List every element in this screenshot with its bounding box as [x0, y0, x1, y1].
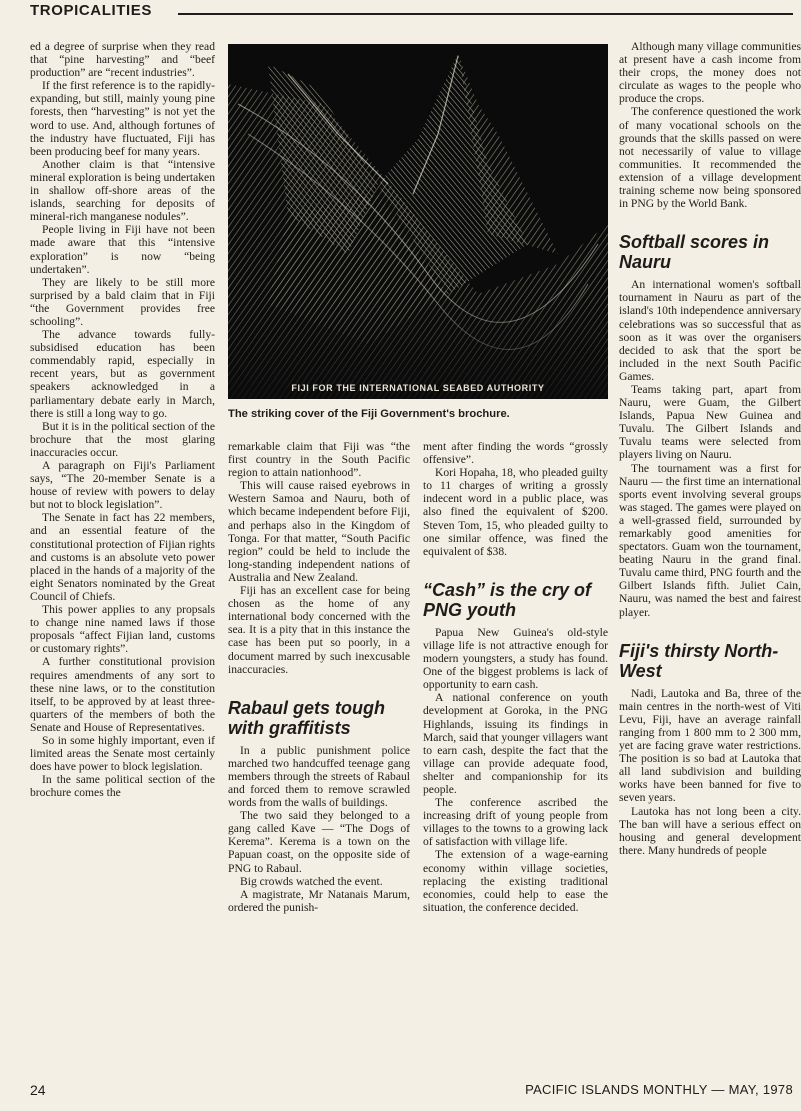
headline-png-youth: “Cash” is the cry of PNG youth [423, 579, 592, 620]
paragraph: People living in Fiji have not been made aware that this “intensive exploration” is now “being undertaken”. [30, 223, 215, 276]
photo-caption: The striking cover of the Fiji Government's brochure. [228, 408, 510, 420]
article-column-2 [228, 440, 410, 1080]
paragraph: The advance towards fully-subsidised education has been commendably rapid, especially in recent years, but as government speakers acknowledged in a parliamentary debate early in March, there is still a long way to go. [30, 328, 215, 420]
paragraph: Although many village communities at present have a cash income from their crops, the money does not circulate as wages to the people who produce the crops. [619, 40, 801, 106]
paragraph: Kori Hopaha, 18, who pleaded guilty to 11 charges of writing a grossly indecent word in a public place, was also fined the equivalent of $200. Steven Tom, 15, who pleaded guilty to one similar offence, was fined the equivalent of $38. [423, 466, 608, 558]
article-column-3 [423, 440, 608, 1080]
paragraph: remarkable claim that Fiji was “the first country in the South Pacific region to attain nationhood”. [228, 440, 410, 480]
paragraph: An international women's softball tournament in Nauru as part of the island's 10th independence anniversary celebrations was so successful that as soon as it was over the organisers decided to ask that the sport be included in the next South Pacific Games. [619, 278, 801, 383]
paragraph: Papua New Guinea's old-style village life is not attractive enough for modern youngsters, a study has found. One of the biggest problems is lack of opportunity to earn cash. [423, 625, 608, 692]
paragraph: A further constitutional provision requires amendments of any sort to these nine laws, or to the constitution itself, to be approved by at least three-quarters of the members of both the Senate and House of Representatives. [30, 655, 215, 734]
paragraph: This will cause raised eyebrows in Western Samoa and Nauru, both of which became independent before Fiji, and perhaps also in the Kingdom of Tonga. For that matter, “South Pacific region” could be held to include the long-standing independent nations of Australia and New Zealand. [228, 479, 410, 584]
seabed-mountain-illustration [228, 44, 608, 399]
paragraph: They are likely to be still more surprised by a bald claim that in Fiji “the Government provides free schooling”. [30, 275, 215, 328]
paragraph: Big crowds watched the event. [240, 874, 383, 888]
paragraph: But it is in the political section of the brochure that the most glaring inaccuracies occur. [30, 419, 215, 459]
paragraph: In the same political section of the brochure comes the [30, 773, 215, 800]
paragraph: Another claim is that “intensive mineral exploration is being undertaken in shallow off-shore areas of the islands, searching for deposits of mineral-rich manganese nodules”. [30, 157, 215, 224]
cover-band-text: FIJI FOR THE INTERNATIONAL SEABED AUTHORITY [291, 383, 545, 393]
paragraph: If the first reference is to the rapidly-expanding, but still, mainly young pine forests, then “harvesting” is not yet the word to use. And, although fortunes of the industry have fluctuated, Fiji has been producing beef for many years. [30, 79, 215, 158]
paragraph: Lautoka has not long been a city. The ban will have a serious effect on housing and general development there. Many hundreds of people [619, 804, 801, 857]
paragraph: Nadi, Lautoka and Ba, three of the main centres in the north-west of Viti Levu, Fiji, have an average rainfall ranging from 1 800 mm to 2 300 mm, yet are facing grave water restrictions. The position is so bad at Lautoka that all land subdivision and building works have been banned for five to seven years. [619, 686, 801, 805]
paragraph: The tournament was a first for Nauru — the first time an international sports event involving several groups was staged. The games were played on a well-grassed field, surrounded by remarkably good amenities for spectators. Guam won the tournament, beating Nauru in the grand final. Tuvalu came third, PNG fourth and the Gilbert Islands fifth. Juliet Cain, Nauru, was named the best and fairest player. [619, 461, 801, 619]
paragraph: A paragraph on Fiji's Parliament says, “The 20-member Senate is a house of review with powers to delay but not to block legislation”. [30, 459, 215, 512]
paragraph: In a public punishment police marched two handcuffed teenage gang members through the streets of Rabaul and forced them to remove scrawled words from the walls of buildings. [228, 743, 410, 810]
paragraph: Fiji has an excellent case for being chosen as the home of any international body concerned with the sea. It is a pity that in this instance the case has been put so poorly, in a document marred by such inexcusable inaccuracies. [228, 584, 410, 676]
paragraph: ment after finding the words “grossly offensive”. [423, 440, 608, 467]
header-rule [178, 13, 793, 15]
paragraph: The Senate in fact has 22 members, and an essential feature of the constitutional protection of Fijian rights and customs is an absolute veto power placed in the hands of a majority of the eight Senators nominated by the Great Council of Chiefs. [30, 511, 215, 603]
paragraph: This power applies to any propsals to change nine named laws if those proposals “affect Fijian land, customs or customary rights”. [30, 603, 215, 656]
section-header: TROPICALITIES [30, 2, 152, 19]
paragraph: Teams taking part, apart from Nauru, were Guam, the Gilbert Islands, Papua New Guinea and Tuvalu. The Gilbert Islands and Tuvalu teams were selected from players living on Nauru. [619, 382, 801, 462]
article-column-1 [30, 40, 215, 1080]
paragraph: The extension of a wage-earning economy within village societies, replacing the existing traditional economies, could help to ease the situation, the conference decided. [423, 848, 608, 914]
page-number: 24 [30, 1082, 46, 1098]
paragraph: So in some highly important, even if limited areas the Senate most certainly does have power to block legislation. [30, 733, 215, 774]
headline-fiji-north-west: Fiji's thirsty North-West [619, 640, 779, 681]
publication-line: PACIFIC ISLANDS MONTHLY — MAY, 1978 [525, 1082, 793, 1097]
paragraph: The two said they belonged to a gang called Kave — “The Dogs of Kerema”. Kerema is a town on the Papuan coast, on the opposite side of PNG to Rabaul. [228, 809, 410, 875]
brochure-cover-photo [228, 44, 608, 399]
paragraph: The conference questioned the work of many vocational schools on the grounds that the skills passed on were not necessarily of value to village communities. It recommended the extension of a village development training scheme now being sponsored in PNG by the World Bank. [619, 105, 801, 211]
headline-softball: Softball scores in Nauru [619, 232, 770, 273]
paragraph: A national conference on youth development at Goroka, in the PNG Highlands, issuing its findings in March, said that younger villagers want to earn cash, despite the fact that the village can provide adequate food, shelter and companionship for its people. [423, 691, 608, 796]
paragraph: A magistrate, Mr Natanais Marum, ordered the punish- [228, 887, 410, 914]
paragraph: The conference ascribed the increasing drift of young people from villages to the towns to a growing lack of satisfaction with village life. [423, 796, 608, 849]
headline-rabaul: Rabaul gets tough with graffitists [228, 697, 385, 738]
article-column-4 [619, 40, 801, 1080]
paragraph: ed a degree of surprise when they read that “pine harvesting” and “beef production” are “recent industries”. [30, 40, 215, 80]
